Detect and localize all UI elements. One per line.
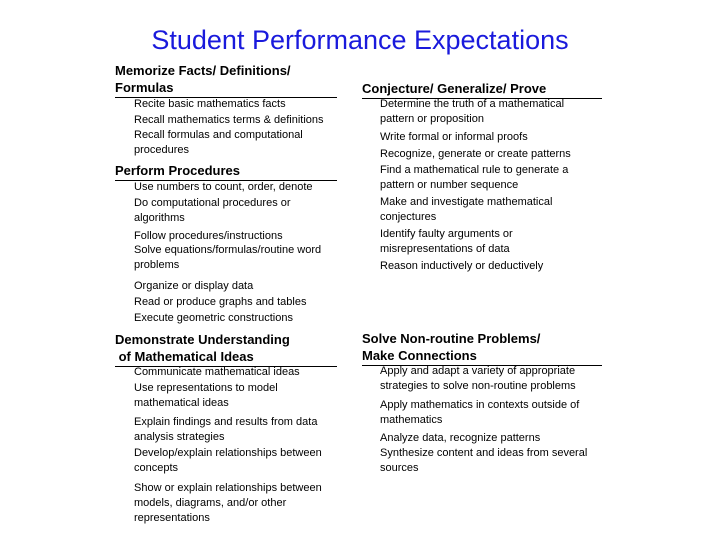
list-item: Do computational procedures or algorithms <box>134 197 291 224</box>
list-item: Show or explain relationships between models, diagrams, and/or other representations <box>134 482 322 524</box>
list-item: Use representations to model mathematical ideas <box>134 382 278 409</box>
list-item: Recall mathematics terms & definitions <box>134 114 324 126</box>
list-item: Recite basic mathematics facts <box>134 98 286 110</box>
section-list-conjecture <box>380 97 602 274</box>
list-item: Read or produce graphs and tables <box>134 296 307 308</box>
list-item: Explain findings and results from data analysis strategies <box>134 416 318 443</box>
section-heading-memorize: Memorize Facts/ Definitions/ Formulas <box>115 62 337 98</box>
list-item: Apply mathematics in contexts outside of mathematics <box>380 399 580 426</box>
list-item: Develop/explain relationships between concepts <box>134 447 322 474</box>
list-item: Use numbers to count, order, denote <box>134 181 313 193</box>
section-list-understanding <box>134 365 344 526</box>
section-heading-nonroutine: Solve Non-routine Problems/ Make Connections <box>362 330 602 366</box>
section-heading-conjecture: Conjecture/ Generalize/ Prove <box>362 80 602 99</box>
list-item: Recognize, generate or create patterns <box>380 148 571 160</box>
section-heading-understanding: Demonstrate Understanding of Mathematical Ideas <box>115 331 337 367</box>
list-item: Analyze data, recognize patterns <box>380 432 541 444</box>
page-title: Student Performance Expectations <box>151 25 569 55</box>
list-item: Organize or display data <box>134 280 254 292</box>
list-item: Identify faulty arguments or misrepresentations of data <box>380 228 513 255</box>
list-item: Make and investigate mathematical conjectures <box>380 196 553 223</box>
list-item: Execute geometric constructions <box>134 312 293 324</box>
list-item: Synthesize content and ideas from several sources <box>380 447 588 474</box>
list-item: Reason inductively or deductively <box>380 260 544 272</box>
list-item: Recall formulas and computational procedures <box>134 129 303 156</box>
list-item: Find a mathematical rule to generate a pattern or number sequence <box>380 164 569 191</box>
list-item: Apply and adapt a variety of appropriate strategies to solve non-routine problems <box>380 365 576 392</box>
list-item: Solve equations/formulas/routine word problems <box>134 244 322 271</box>
list-item: Communicate mathematical ideas <box>134 366 300 378</box>
section-heading-procedures: Perform Procedures <box>115 162 337 181</box>
list-item: Write formal or informal proofs <box>380 131 528 143</box>
section-list-nonroutine <box>380 364 602 476</box>
list-item: Follow procedures/instructions <box>134 230 283 242</box>
list-item: Determine the truth of a mathematical pattern or proposition <box>380 98 565 125</box>
section-list-memorize <box>134 97 344 158</box>
section-list-procedures <box>134 180 344 326</box>
